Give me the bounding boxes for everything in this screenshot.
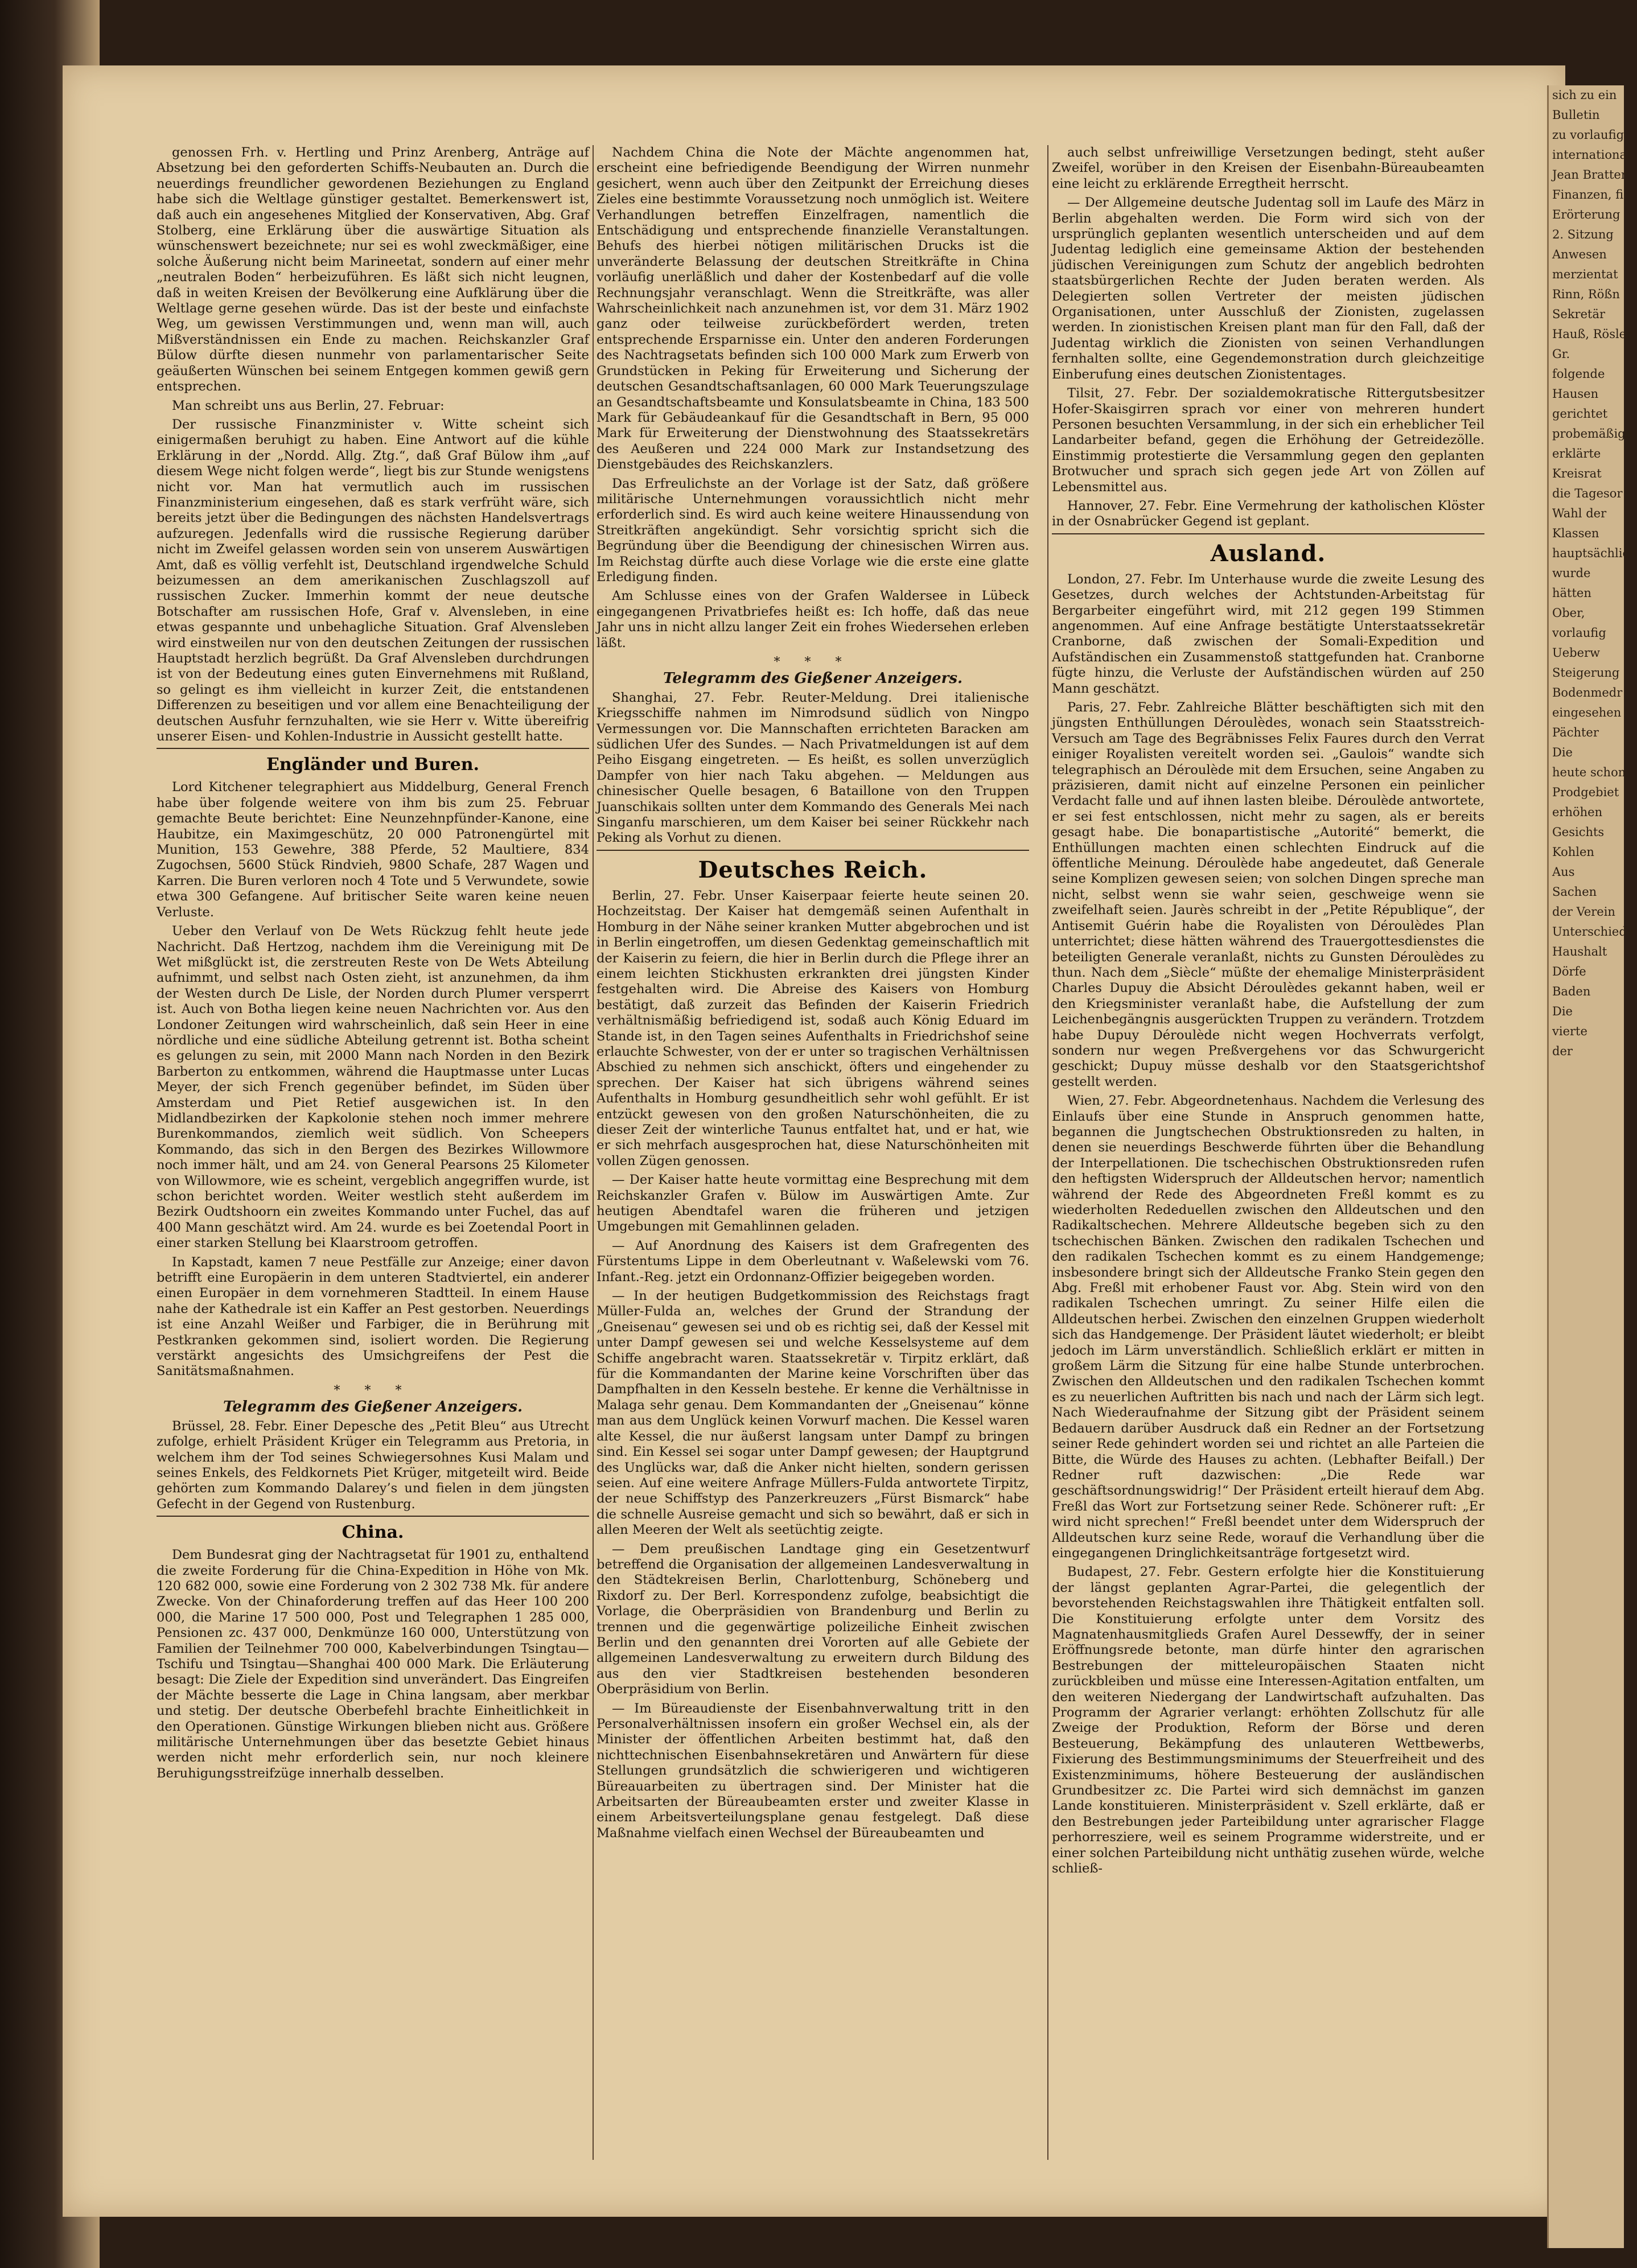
section-rule: [157, 748, 589, 749]
strip-fragment: Dörfe: [1552, 965, 1586, 978]
article-paragraph: — Dem preußischen Landtage ging ein Gesetzentwurf betreffend die Organisation der allgemeinen Landesverwaltung in den Städtekreisen Berlin, Charlottenburg, Schöneberg und Rixdorf zu. Der Berl. Korrespondenz zufolge, beabsichtigt die Vorlage, die Oberpräsidien von Brandenburg und Berlin zu trennen und die gegenwärtige polizeiliche Einheit zwischen Berlin und den genannten drei Vororten auf alle Gebiete der allgemeinen Landesverwaltung zu erweitern durch Bildung des aus den vier Stadtkreisen bestehenden besonderen Oberpräsidium von Berlin.: [597, 1541, 1029, 1697]
article-paragraph: Nachdem China die Note der Mächte angenommen hat, erscheint eine befriedigende Beendigung der Wirren nunmehr gesichert, wenn auch über den Zeitpunkt der Erreichung dieses Zieles eine bestimmte Voraussetzung noch unmöglich ist. Weitere Verhandlungen betreffen Einzelfragen, namentlich die Entschädigung und entsprechende finanzielle Veranstaltungen. Behufs des hierbei nötigen militärischen Drucks ist die unveränderte Belassung der deutschen Streitkräfte in China vorläufig unerläßlich und daher der Kostenbedarf auf die volle Rechnungsjahr veranschlagt. Wenn die Streitkräfte, was aller Wahrscheinlichkeit nach anzunehmen ist, vor dem 31. März 1902 ganz oder teilweise zurückbefördert werden, treten entsprechende Ersparnisse ein. Unter den anderen Forderungen des Nachtragsetats befinden sich 100 000 Mark zum Erwerb von Grundstücken in Peking für Erweiterung und Sicherung der deutschen Gesandtschaftsanlagen, 60 000 Mark Teuerungszulage an Gesandtschaftsbeamte und Konsulatsbeamte in China, 183 500 Mark für Gebäudeankauf für die Gesandtschaft in Bern, 95 000 Mark für Erweiterung der Dienstwohnung des Staatssekretärs des Aeußeren und 224 000 Mark zur Instandsetzung des Dienstgebäudes des Reichskanzlers.: [597, 145, 1029, 472]
column-2: [597, 145, 1029, 2171]
strip-fragment: Die: [1552, 746, 1573, 759]
section-rule: [597, 850, 1029, 851]
article-paragraph: — Auf Anordnung des Kaisers ist dem Grafregenten des Fürstentums Lippe in dem Oberleutnant v. Waßelewski vom 76. Infant.-Reg. jetzt ein Ordonnanz-Offizier beigegeben worden.: [597, 1238, 1029, 1285]
strip-fragment: Gesichts: [1552, 825, 1605, 839]
strip-fragment: Sekretär: [1552, 307, 1606, 321]
strip-fragment: Gr.: [1552, 347, 1570, 361]
strip-fragment: folgende: [1552, 367, 1605, 381]
article-paragraph: In Kapstadt, kamen 7 neue Pestfälle zur Anzeige; einer davon betrifft eine Europäerin in dem unteren Stadtviertel, ein anderer einen Europäer in dem vornehmeren Stadtteil. In einem Hause nahe der Kathedrale ist ein Kaffer an Pest gestorben. Neuerdings ist eine Anzahl Weißer und Farbiger, die in Berührung mit Pestkranken gekommen sind, isoliert worden. Die Regierung verstärkt angesichts des Umsichgreifens der Pest die Sanitätsmaßnahmen.: [157, 1254, 589, 1379]
strip-fragment: vierte: [1552, 1024, 1587, 1038]
strip-fragment: Bodenmedr: [1552, 686, 1623, 699]
strip-fragment: Finanzen, fi: [1552, 188, 1624, 201]
strip-fragment: Prodgebiet: [1552, 785, 1619, 799]
telegram-heading: Telegramm des Gießener Anzeigers.: [663, 670, 963, 688]
article-paragraph: — Im Büreaudienste der Eisenbahnverwaltung tritt in den Personalverhältnissen insofern ein großer Wechsel ein, als der Minister der öffentlichen Arbeiten bestimmt hat, daß den nichttechnischen Eisenbahnsekretären und Anwärtern für diese Stellungen grundsätzlich die schwierigeren und wichtigeren Büreauarbeiten zu übertragen sind. Der Minister hat die Arbeitsarten der Büreaubeamten erster und zweiter Klasse in einem Arbeitsverteilungsplane genau festgelegt. Daß diese Maßnahme vielfach einen Wechsel der Büreaubeamten und: [597, 1701, 1029, 1841]
article-paragraph: London, 27. Febr. Im Unterhause wurde die zweite Lesung des Gesetzes, durch welches der Achtstunden-Arbeitstag für Bergarbeiter eingeführt wird, mit 212 gegen 199 Stimmen angenommen. Auf eine Anfrage bestätigte Unterstaatssekretär Cranborne, daß zwischen der Somali-Expedition und Aufständischen ein Zusammenstoß stattgefunden hat. Cranborne fügte hinzu, die Verluste der Aufständischen würden auf 250 Mann geschätzt.: [1052, 571, 1484, 696]
article-paragraph: Ueber den Verlauf von De Wets Rückzug fehlt heute jede Nachricht. Daß Hertzog, nachdem ihm die Vereinigung mit De Wet mißglückt ist, die zerstreuten Reste von De Wets Abteilung aufnimmt, und selbst nach Osten zieht, ist anzunehmen, da ihm der Westen durch De Lisle, der Norden durch Plumer versperrt ist. Auch von Botha liegen keine neuen Nachrichten vor. Aus den Londoner Zeitungen wird wahrscheinlich, daß sein Heer in eine nördliche und eine südliche Abteilung getrennt ist. Botha scheint es gelungen zu sein, mit 2000 Mann nach Norden in den Bezirk Barberton zu entkommen, während die Hauptmasse unter Lucas Meyer, der sich French gegenüber befindet, im Süden über Amsterdam und Piet Retief ausgewichen ist. In den Midlandbezirken der Kapkolonie stehen noch immer mehrere Burenkommandos, ziemlich weit südlich. Von Scheepers Kommando, das sich in den Bergen des Bezirkes Willowmore noch immer hält, und am 24. von General Pearsons 25 Kilometer von Willowmore, wie es scheint, vergeblich angegriffen wurde, ist schon berichtet worden. Weiter westlich steht außerdem im Bezirk Oudtshoorn ein zweites Kommando unter Fuchel, das auf 400 Mann geschätzt wird. Am 24. wurde es bei Zoetendal Poort in einer starken Stellung bei Klaarstroom getroffen.: [157, 924, 589, 1251]
strip-fragment: sich zu ein: [1552, 88, 1617, 102]
section-rule: [157, 1516, 589, 1517]
strip-fragment: vorlaufig: [1552, 626, 1606, 640]
strip-fragment: gerichtet: [1552, 407, 1608, 421]
column-3: [1052, 145, 1484, 2171]
strip-fragment: Haushalt: [1552, 945, 1607, 958]
adjacent-page-strip: [1547, 85, 1637, 2248]
strip-fragment: Wahl der: [1552, 507, 1607, 520]
strip-fragment: Hauß, Rösler: [1552, 327, 1632, 341]
article-paragraph: Shanghai, 27. Febr. Reuter-Meldung. Drei italienische Kriegsschiffe nahmen im Nimrodsund südlich von Ningpo Vermessungen vor. Die Mannschaften errichteten Baracken am südlichen Ufer des Sundes. — Nach Privatmeldungen ist auf dem Peiho Eisgang eingetreten. — Es heißt, es sollen unverzüglich Dampfer von hier nach Taku abgehen. — Meldungen aus chinesischer Quelle besagen, 6 Bataillone von den Truppen Juanschikais sollten unter dem Kommando des Generals Mei nach Singanfu marschieren, um dem Kaiser bei seiner Rückkehr nach Peking als Vorhut zu dienen.: [597, 690, 1029, 846]
strip-fragment: wurde: [1552, 566, 1591, 580]
strip-fragment: Rinn, Rößn: [1552, 287, 1620, 301]
article-paragraph: — Der Kaiser hatte heute vormittag eine Besprechung mit dem Reichskanzler Grafen v. Bülow im Auswärtigen Amte. Zur heutigen Abendtafel waren die früheren und jetzigen Umgebungen mit Gemahlinnen geladen.: [597, 1172, 1029, 1234]
column-1: [157, 145, 589, 2171]
strip-fragment: Pächter: [1552, 726, 1599, 739]
strip-fragment: Baden: [1552, 985, 1591, 998]
article-paragraph: Lord Kitchener telegraphiert aus Middelburg, General French habe über folgende weitere von ihm bis zum 25. Februar gemachte Beute berichtet: Eine Neunzehnpfünder-Kanone, eine Haubitze, ein Maximgeschütz, 20 000 Patronengürtel mit Munition, 153 Gewehre, 388 Pferde, 52 Maultiere, 834 Zugochsen, 5600 Stück Rindvieh, 9800 Schafe, 287 Wagen und Karren. Die Buren verloren noch 4 Tote und 5 Verwundete, sowie etwa 300 Gefangene. Auf britischer Seite waren keine neuen Verluste.: [157, 780, 589, 920]
strip-fragment: Steigerung: [1552, 666, 1620, 680]
section-stars: * * *: [334, 1383, 412, 1398]
strip-fragment: hauptsächlich: [1552, 546, 1637, 560]
strip-fragment: zu vorlaufig: [1552, 128, 1624, 142]
section-rule: [1052, 533, 1484, 534]
strip-fragment: Unterschiede: [1552, 925, 1634, 939]
article-paragraph: Wien, 27. Febr. Abgeordnetenhaus. Nachdem die Verlesung des Einlaufs über eine Stunde in Anspruch genommen hatte, begannen die Jungtschechen Obstruktionsreden zu halten, in denen sie neuerdings Beschwerde führten über die Behandlung der Interpellationen. Die tschechischen Obstruktionsreden rufen den heftigsten Widerspruch der Alldeutschen hervor; namentlich während der Rede des Abgeordneten Freßl kommt es zu wiederholten Rededuellen zwischen den Alldeutschen und den Radikaltschechen. Mehrere Alldeutsche begeben sich zu den tschechischen Bänken. Zwischen den radikalen Tschechen und den radikalen Tschechen kommt es zu einem Handgemenge; insbesondere bringt sich der Alldeutsche Franko Stein gegen den Abg. Freßl mit erhobener Faust vor. Abg. Stein wird von den radikalen Tschechen umringt. Zu seiner Hilfe eilen die Alldeutschen herbei. Zwischen den einzelnen Gruppen wiederholt sich das Handgemenge. Der Präsident läutet wiederholt; er bleibt jedoch im Lärm unverständlich. Schließlich erklärt er mitten in großem Lärm die Sitzung für eine halbe Stunde unterbrochen. Zwischen den Alldeutschen und den radikalen Tschechen kommt es zu neuerlichen Auftritten bis nach und nach der Lärm sich legt. Nach Wiederaufnahme der Sitzung gibt der Präsident seinem Bedauern darüber Ausdruck daß ein Redner an der Fortsetzung seiner Rede gehindert worden sei und richtet an alle Parteien die Bitte, die Würde des Hauses zu achten. (Lebhafter Beifall.) Der Redner ruft dazwischen: „Die Rede war geschäftsordnungswidrig!“ Der Präsident erteilt hierauf dem Abg. Freßl das Wort zur Fortsetzung seiner Rede. Schönerer ruft: „Er wird nicht sprechen!“ Freßl beendet unter dem Widerspruch der Alldeutschen kurz seine Rede, worauf die Verhandlung über die eingegangenen Dringlichkeitsanträge fortgesetzt wird.: [1052, 1093, 1484, 1561]
strip-fragment: Klassen: [1552, 526, 1599, 540]
strip-fragment: der: [1552, 1044, 1573, 1058]
article-paragraph: Berlin, 27. Febr. Unser Kaiserpaar feierte heute seinen 20. Hochzeitstag. Der Kaiser hat demgemäß seinen Aufenthalt in Homburg in der Nähe seiner kranken Mutter abgebrochen und ist in Berlin eingetroffen, um diesen Gedenktag gemeinschaftlich mit der Kaiserin zu feiern, die hier in Berlin durch die Pflege ihrer an einem leichten Stickhusten erkrankten drei jüngsten Kinder festgehalten wird. Die Abreise des Kaisers von Homburg bestätigt, daß zurzeit das Befinden der Kaiserin Friedrich verhältnismäßig befriedigend ist, sodaß auch König Eduard im Stande ist, in den Tagen seines Aufenthalts in Friedrichshof seine erlauchte Schwester, von der er unter so tragischen Verhältnissen Abschied zu nehmen sich anschickt, öfters und eingehender zu sprechen. Der Kaiser hat sich übrigens während seines Aufenthalts in Homburg gesundheitlich sehr wohl gefühlt. Er ist entzückt gewesen von den großen Naturschönheiten, die zu dieser Zeit der winterliche Taunus entfaltet hat, und er hat, wie er sich mehrfach ausgesprochen hat, diese Naturschönheiten mit vollen Zügen genossen.: [597, 888, 1029, 1168]
article-paragraph: Das Erfreulichste an der Vorlage ist der Satz, daß größere militärische Unternehmungen voraussichtlich nicht mehr erforderlich sind. Es wird auch keine weitere Hinaussendung von Streitkräften angekündigt. Sehr vorsichtig spricht sich die Begründung über die Beendigung der chinesischen Wirren aus. Im Reichstag dürfte auch diese Vorlage wie die erste eine glatte Erledigung finden.: [597, 476, 1029, 585]
strip-fragment: eingesehen: [1552, 706, 1622, 719]
strip-fragment: hätten: [1552, 586, 1591, 600]
section-stars: * * *: [774, 655, 852, 669]
strip-fragment: Ueberw: [1552, 646, 1601, 660]
article-paragraph: Am Schlusse eines von der Grafen Waldersee in Lübeck eingegangenen Privatbriefes heißt es: Ich hoffe, daß das neue Jahr uns in nicht allzu langer Zeit ein frohes Wiedersehen erleben läßt.: [597, 588, 1029, 651]
strip-fragment: Hausen: [1552, 387, 1599, 401]
section-heading-china: China.: [342, 1522, 404, 1543]
strip-fragment: international: [1552, 148, 1631, 162]
strip-fragment: erklärte: [1552, 447, 1601, 460]
article-paragraph: — Der Allgemeine deutsche Judentag soll im Laufe des März in Berlin abgehalten werden. Die Form wird sich von der ursprünglich geplanten wesentlich unterscheiden und auf dem Judentag lediglich eine gemeinsame Aktion der bestehenden jüdischen Vereinigungen zum Schutz der angeblich bedrohten staatsbürgerlichen Rechte der Juden beraten werden. Als Delegierten sollen Vertreter der meisten jüdischen Organisationen, unter Ausschluß der Zionisten, zugelassen werden. In zionistischen Kreisen plant man für den Fall, daß der Judentag wirklich die Zionisten von seinen Verhandlungen fernhalten sollte, eine Gegendemonstration durch gleichzeitige Einberufung eines deutschen Zionistentages.: [1052, 195, 1484, 382]
telegram-heading: Telegramm des Gießener Anzeigers.: [223, 1398, 523, 1416]
article-paragraph: Hannover, 27. Febr. Eine Vermehrung der katholischen Klöster in der Osnabrücker Gegend ist geplant.: [1052, 498, 1484, 529]
article-paragraph: Budapest, 27. Febr. Gestern erfolgte hier die Konstituierung der längst geplanten Agrar-Partei, die gelegentlich der bevorstehenden Reichstagswahlen ihre Thätigkeit entfalten soll. Die Konstituierung erfolgte unter dem Vorsitz des Magnatenhausmitglieds Grafen Aurel Dessewffy, der in seiner Eröffnungsrede betonte, man dürfe hinter den agrarischen Bestrebungen der mitteleuropäischen Staaten nicht zurückbleiben und müsse eine Interessen-Agitation entfalten, um den weiteren Niedergang der Landwirtschaft aufzuhalten. Das Programm der Agrarier verlangt: erhöhten Zollschutz für alle Zweige der Produktion, Reform der Börse und deren Besteuerung, Bekämpfung des unlauteren Wettbewerbs, Fixierung des Bestimmungsminimums der Steuerfreiheit und des Existenzminimums, höhere Besteuerung der ausländischen Grundbesitzer zc. Die Partei wird sich demnächst im ganzen Lande konstituieren. Ministerpräsident v. Szell erklärte, daß er den Bestrebungen jeder Parteibildung unter agrarischer Flagge perhorresziere, weil es seinem Programme widerstreite, und er einer solchen Parteibildung nicht unthätig zusehen würde, welche schließ-: [1052, 1565, 1484, 1876]
article-paragraph: Tilsit, 27. Febr. Der sozialdemokratische Rittergutsbesitzer Hofer-Skaisgirren sprach vor einer von mehreren hundert Personen besuchten Versammlung, in der sich ein erheblicher Teil Landarbeiter befand, gegen die Erhöhung der Getreidezölle. Einstimmig protestierte die Versammlung gegen den geplanten Brotwucher und sprach sich gegen jede Art von Zöllen auf Lebensmittel aus.: [1052, 386, 1484, 495]
strip-fragment: Erörterung: [1552, 208, 1620, 221]
strip-fragment: 2. Sitzung: [1552, 228, 1614, 241]
strip-fragment: Ober,: [1552, 606, 1585, 620]
section-heading-ausland: Ausland.: [1210, 540, 1326, 567]
article-paragraph: genossen Frh. v. Hertling und Prinz Arenberg, Anträge auf Absetzung bei den geforderten Schiffs-Neubauten an. Durch die neuerdings freundlicher gewordenen Beziehungen zu England habe sich die Weltlage günstiger gestaltet. Bemerkenswert ist, daß auch ein angesehenes Mitglied der Konservativen, Abg. Graf Stolberg, eine Erklärung über die auswärtige Situation als wünschenswert bezeichnete; nur sei es wohl zweckmäßiger, eine solche Äußerung nicht beim Marineetat, sondern auf einer mehr „neutralen Boden“ herbeizuführen. Es läßt sich nicht leugnen, daß in weiten Kreisen der Bevölkerung eine Aufklärung über die Weltlage gerne gesehen würde. Das ist der beste und einfachste Weg, um gewissen Verstimmungen und, wenn man will, auch Mißverständnissen ein Ende zu machen. Reichskanzler Graf Bülow dürfte diesen nunmehr von parlamentarischer Seite geäußerten Wünschen bei seinem Entgegen kommen gewiß gern entsprechen.: [157, 145, 589, 394]
strip-fragment: erhöhen: [1552, 805, 1603, 819]
article-paragraph: — In der heutigen Budgetkommission des Reichstags fragt Müller-Fulda an, welches der Grund der Strandung der „Gneisenau“ gewesen sei und ob es richtig sei, daß der Kessel mit unter Dampf gewesen sei und welche Kesselsysteme auf dem Schiffe angebracht waren. Staatssekretär v. Tirpitz erklärt, daß für die Kommandanten der Marine keine Vorschriften über das Dampfhalten in den Kesseln bestehe. Er kenne die Verhältnisse in Malaga sehr genau. Dem Kommandanten der „Gneisenau“ könne man aus dem Unglück keinen Vorwurf machen. Die Kessel waren alte Kessel, die nur äußerst langsam unter Dampf zu bringen sind. Ein Kessel sei sogar unter Dampf gewesen; der Hauptgrund des Unglücks war, daß die Anker nicht hielten, sondern gerissen seien. Auf eine weitere Anfrage Müllers-Fulda antwortete Tirpitz, der neue Schiffstyp des Panzerkreuzers „Fürst Bismarck“ habe die schnelle Ausreise gemacht und sich so bewährt, daß er sich in allen Meeren der Welt als seetüchtig zeigte.: [597, 1289, 1029, 1538]
strip-fragment: die Tagesor: [1552, 487, 1623, 500]
strip-fragment: Anwesen: [1552, 248, 1607, 261]
column-divider: [1047, 145, 1048, 2160]
strip-fragment: Kreisrat: [1552, 467, 1602, 480]
section-heading-deutsches-reich: Deutsches Reich.: [698, 856, 928, 883]
strip-fragment: probemäßige: [1552, 427, 1633, 441]
strip-fragment: Kohlen: [1552, 845, 1594, 859]
article-paragraph: Dem Bundesrat ging der Nachtragsetat für 1901 zu, enthaltend die zweite Forderung für die China-Expedition in Höhe von Mk. 120 682 000, sowie eine Forderung von 2 302 738 Mk. für andere Zwecke. Von der Chinaforderung treffen auf das Heer 100 200 000, die Marine 17 500 000, Post und Telegraphen 1 285 000, Pensionen zc. 437 000, Denkmünze 160 000, Unterstützung von Familien der Teilnehmer 700 000, Kabelverbindungen Tsingtau—Tschifu und Tsingtau—Shanghai 400 000 Mark. Die Erläuterung besagt: Die Ziele der Expedition sind unverändert. Das Eingreifen der Mächte besserte die Lage in China langsam, aber merkbar und stetig. Der deutsche Oberbefehl brachte Einheitlichkeit in den Operationen. Günstige Wirkungen blieben nicht aus. Größere militärische Unternehmungen über das besetzte Gebiet hinaus werden nicht mehr erforderlich sein, nur noch kleinere Beruhigungsstreifzüge innerhalb desselben.: [157, 1547, 589, 1781]
strip-fragment: Bulletin: [1552, 108, 1600, 122]
article-paragraph: Paris, 27. Febr. Zahlreiche Blätter beschäftigten sich mit den jüngsten Enthüllungen Déroulèdes, wonach sein Staatsstreich-Versuch am Tage des Begräbnisses Felix Faures durch den Verrat einiger Royalisten vereitelt worden sei. „Gaulois“ wandte sich telegraphisch an Déroulède mit dem Ersuchen, seine Angaben zu präzisieren, damit nicht auf einzelne Personen ein peinlicher Verdacht falle und auf ihnen lasten bleibe. Déroulède antwortete, er sei fest entschlossen, nicht mehr zu sagen, als er bereits gesagt habe. Die bonapartistische „Autorité“ bemerkt, die Enthüllungen machten einen schlechten Eindruck auf die öffentliche Meinung. Déroulède habe angedeutet, daß Generale seine Komplizen gewesen seien; von solchen Dingen spreche man nicht, selbst wenn sie wahr seien, geschweige wenn sie zweifelhaft seien. Jaurès schreibt in der „Petite République“, der Antisemit Guérin habe die Royalisten von Déroulèdes Plan unterrichtet; diese hätten während des Trauergottesdienstes die beteiligten Generale veranlaßt, nichts zu Gunsten Déroulèdes zu thun. Nach dem „Siècle“ müßte der ehemalige Ministerpräsident Charles Dupuy die Absicht Déroulèdes gekannt haben, weil er den Kriegsminister veranlaßt habe, die Aufstellung der zum Leichenbegängnis ausgerückten Truppen zu verändern. Trotzdem habe Dupuy Déroulède nicht wegen Hochverrats verfolgt, sondern nur wegen Preßvergehens vor das Schwurgericht geschickt; Dupuy müsse deshalb vor den Staatsgerichtshof gestellt werden.: [1052, 700, 1484, 1089]
column-divider: [593, 145, 594, 2160]
strip-fragment: merzientat: [1552, 267, 1618, 281]
strip-fragment: der Verein: [1552, 905, 1615, 919]
article-dateline: Man schreibt uns aus Berlin, 27. Februar:: [172, 398, 445, 413]
strip-fragment: Aus: [1552, 865, 1575, 879]
strip-fragment: Sachen: [1552, 885, 1597, 899]
article-paragraph: Brüssel, 28. Febr. Einer Depesche des „Petit Bleu“ aus Utrecht zufolge, erhielt Präsident Krüger ein Telegramm aus Pretoria, in welchem ihm der Tod seines Schwiegersohnes Kusi Malam und seines Enkels, des Feldkornets Piet Krüger, mitgeteilt wird. Beide gehörten zum Kommando Dalarey’s und fielen in dem jüngsten Gefecht in der Gegend von Rustenburg.: [157, 1418, 589, 1512]
article-paragraph: auch selbst unfreiwillige Versetzungen bedingt, steht außer Zweifel, worüber in den Kreisen der Eisenbahn-Büreaubeamten eine leicht zu erklärende Erregtheit herrscht.: [1052, 145, 1484, 191]
strip-fragment: Die: [1552, 1005, 1573, 1018]
article-paragraph: Der russische Finanzminister v. Witte scheint sich einigermaßen beruhigt zu haben. Eine Antwort auf die kühle Erklärung in der „Nordd. Allg. Ztg.“, daß Graf Bülow ihm „auf diesem Wege nicht folgen werde“, liegt bis zur Stunde wenigstens nicht vor. Man hat vermutlich auch im russischen Finanzministerium eingesehen, daß es stark verfrüht wäre, sich bereits jetzt über die Bedingungen des nächsten Handelsvertrags aufzuregen. Jedenfalls wird die russische Regierung darüber nicht im Zweifel gelassen worden sein von unserem Auswärtigen Amt, daß es völlig verfehlt ist, Deutschland irgendwelche Schuld beizumessen an dem amerikanischen Zuschlagszoll auf russischen Zucker. Immerhin kommt der neue deutsche Botschafter am russischen Hofe, Graf v. Alvensleben, in eine etwas gespannte und unbehagliche Situation. Graf Alvensleben wird einstweilen nur von den deutschen Zeitungen der russischen Hauptstadt herzlich begrüßt. Da Graf Alvensleben durchdrungen ist von der Bedeutung eines guten Einvernehmens mit Rußland, so gelingt es ihm vielleicht in kurzer Zeit, die entstandenen Differenzen zu beseitigen und vor allem eine Benachteiligung der deutschen Ausfuhr fernzuhalten, wie sie Herr v. Witte übereifrig unserer Eisen- und Kohlen-Industrie in Aussicht gestellt hatte.: [157, 417, 589, 744]
section-heading-englaender-und-buren: Engländer und Buren.: [266, 755, 479, 775]
strip-fragment: Jean Bratter: [1552, 168, 1627, 182]
strip-fragment: heute schon: [1552, 765, 1626, 779]
